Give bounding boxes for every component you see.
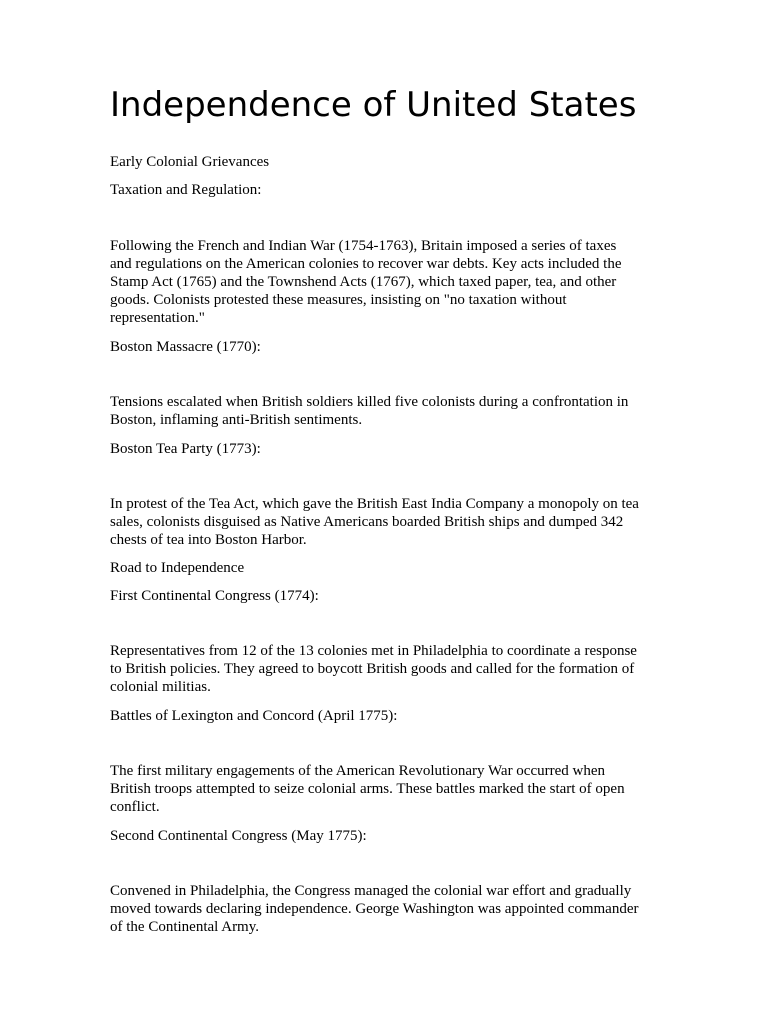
section-heading-second-continental-congress: Second Continental Congress (May 1775): (110, 828, 367, 844)
paragraph-taxation: Following the French and Indian War (1754-1763), Britain imposed a series of taxes and regulations on the American colonies to recover war debts. Key acts included the Stamp Act (1765) and the Townshend Acts (1767), which taxed paper, tea, and other goods. Colonists protested these measures, insisting on "no taxation without representation." (110, 238, 622, 326)
page-title: Independence of United States (110, 85, 637, 125)
section-heading-first-continental-congress: First Continental Congress (1774): (110, 588, 319, 604)
section-heading-early-colonial-grievances: Early Colonial Grievances (110, 154, 270, 170)
section-heading-road-to-independence: Road to Independence (110, 560, 245, 576)
section-heading-boston-tea-party: Boston Tea Party (1773): (110, 441, 261, 457)
section-heading-lexington-concord: Battles of Lexington and Concord (April 1775): (110, 708, 398, 724)
section-heading-taxation: Taxation and Regulation: (110, 182, 262, 198)
paragraph-boston-tea-party: In protest of the Tea Act, which gave the British East India Company a monopoly on tea sales, colonists disguised as Native Americans boarded British ships and dumped 342 chests of tea into Boston Harbor. (110, 496, 639, 548)
paragraph-second-continental-congress: Convened in Philadelphia, the Congress managed the colonial war effort and gradually moved towards declaring independence. George Washington was appointed commander of the Continental Army. (110, 883, 639, 935)
paragraph-lexington-concord: The first military engagements of the American Revolutionary War occurred when British troops attempted to seize colonial arms. These battles marked the start of open conflict. (110, 763, 625, 815)
paragraph-first-continental-congress: Representatives from 12 of the 13 colonies met in Philadelphia to coordinate a response to British policies. They agreed to boycott British goods and called for the formation of colonial militias. (110, 643, 637, 695)
section-heading-boston-massacre: Boston Massacre (1770): (110, 339, 261, 355)
paragraph-boston-massacre: Tensions escalated when British soldiers killed five colonists during a confrontation in Boston, inflaming anti-British sentiments. (110, 394, 629, 428)
